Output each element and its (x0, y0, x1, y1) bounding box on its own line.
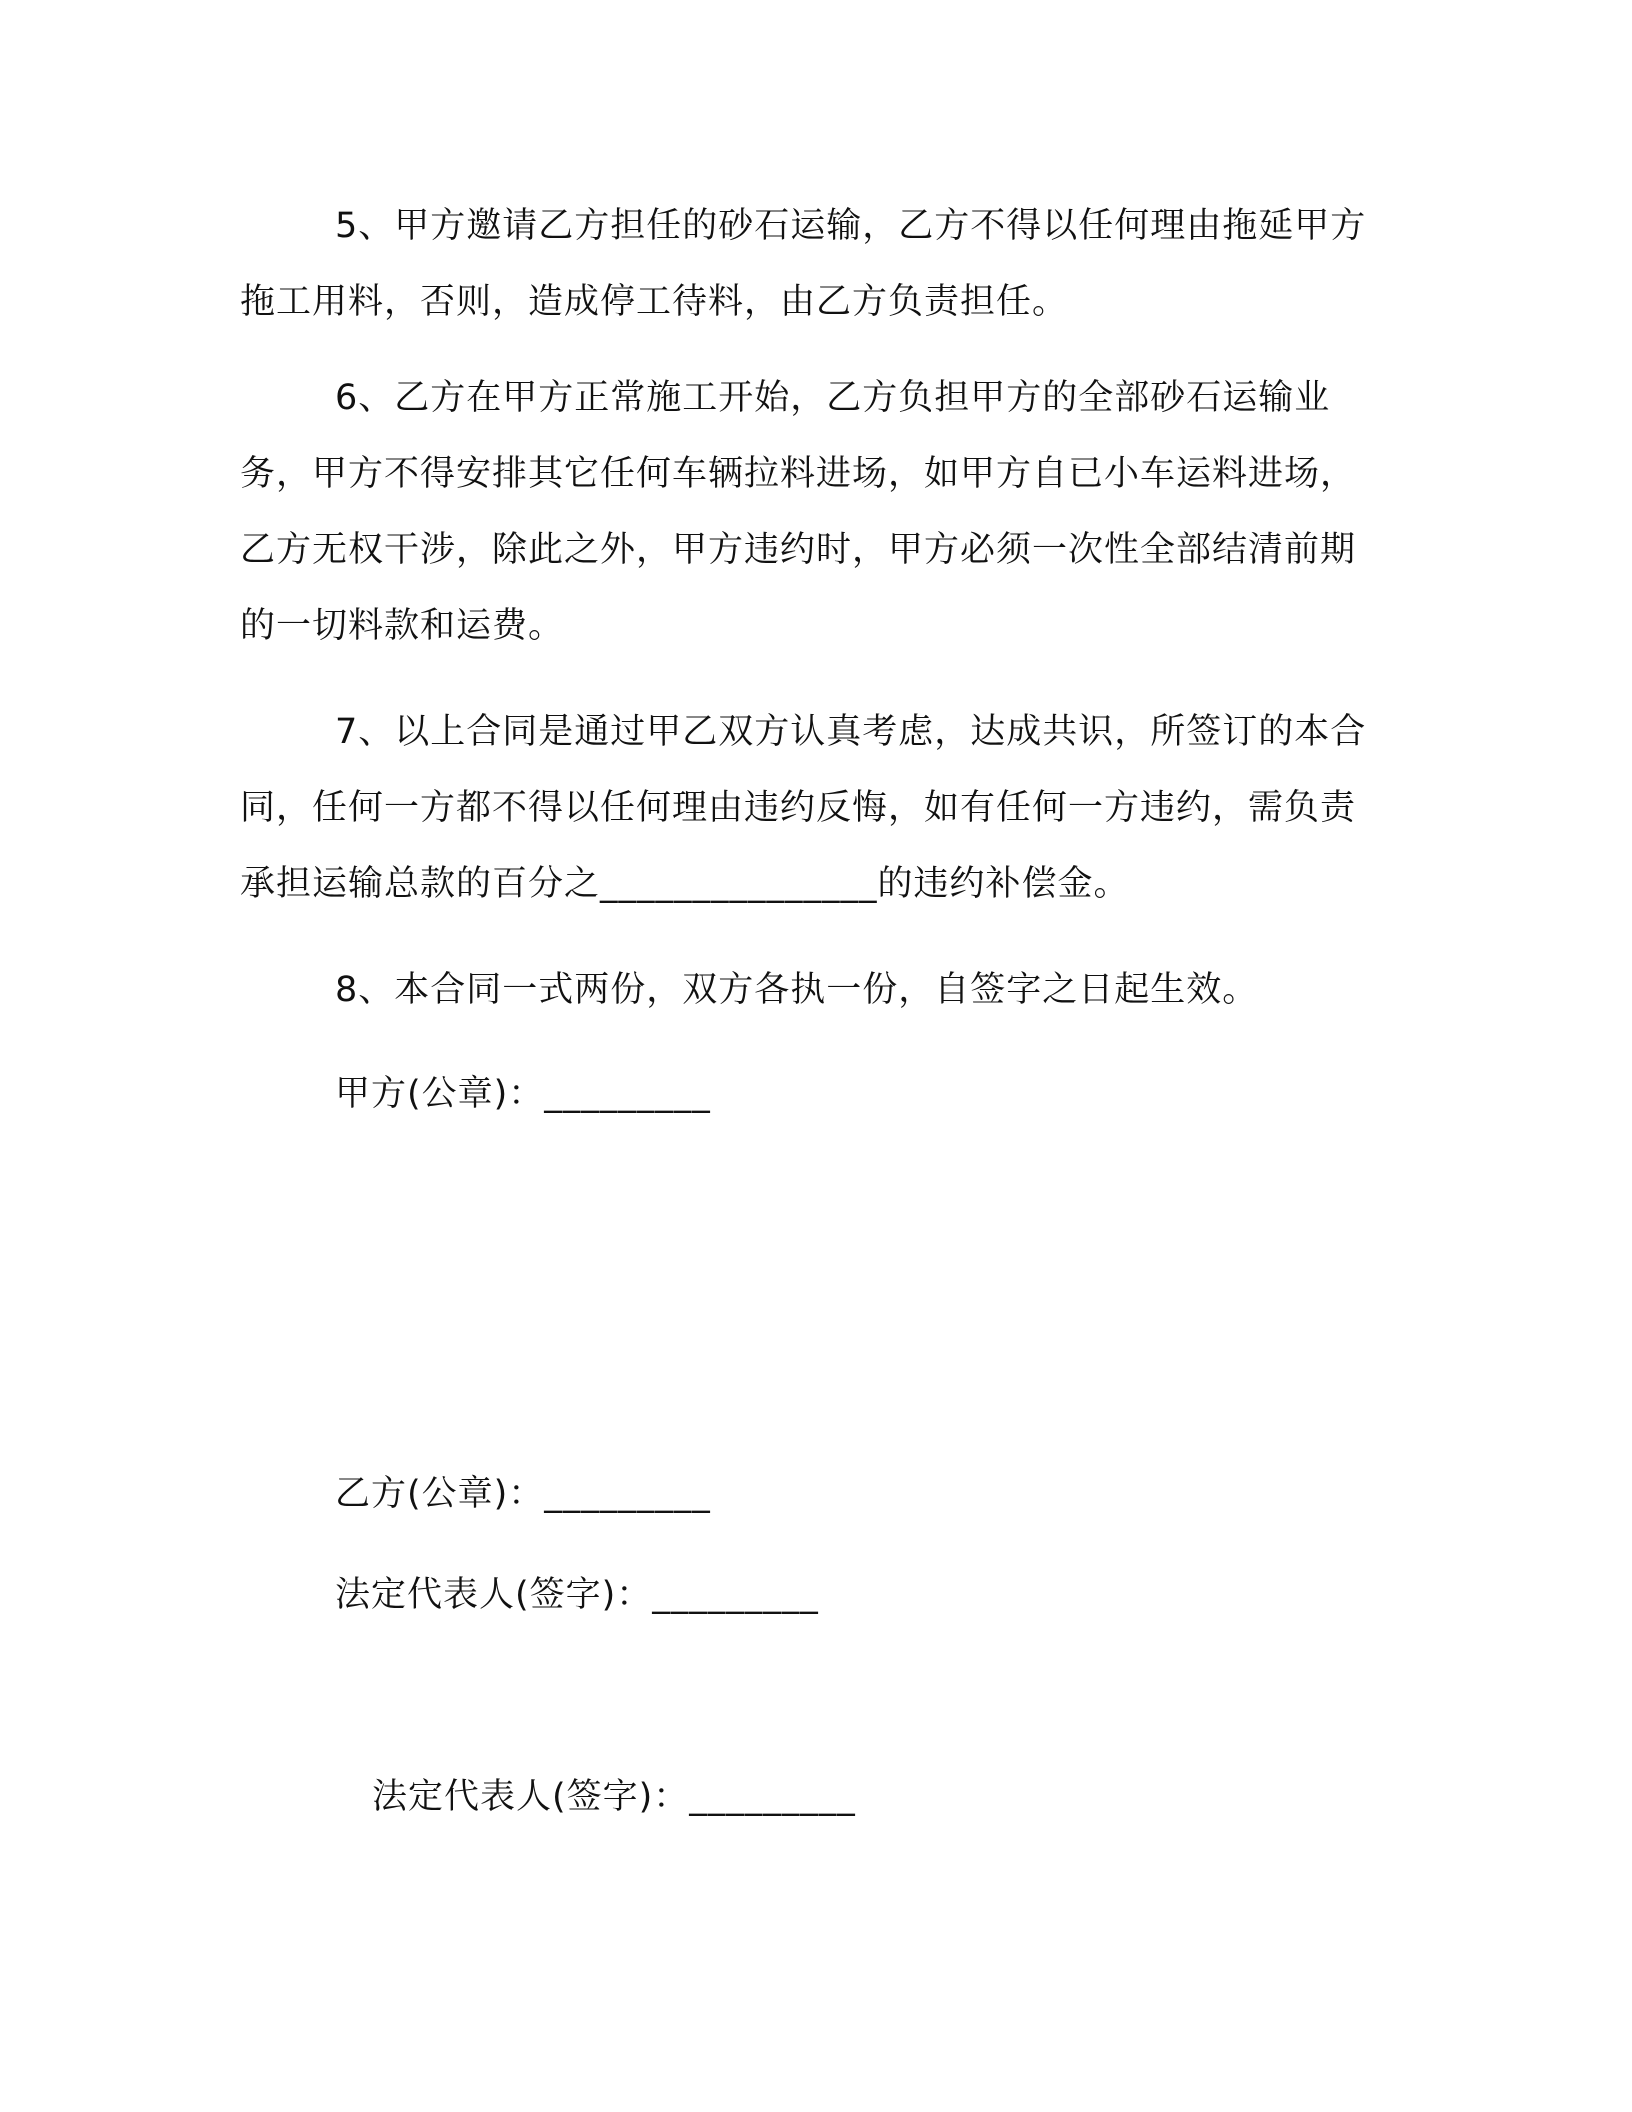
party-a-seal-line: 甲方(公章)：_________ (335, 1074, 711, 1114)
clause-7: 7、以上合同是通过甲乙双方认真考虑，达成共识，所签订的本合同，任何一方都不得以任何理由违约反悔，如有任何一方违约，需负责承担运输总款的百分之_______________的违约补偿金。 (240, 712, 1367, 904)
clause-6: 6、乙方在甲方正常施工开始，乙方负担甲方的全部砂石运输业务，甲方不得安排其它任何车辆拉料进场，如甲方自已小车运料进场，乙方无权干涉，除此之外，甲方违约时，甲方必须一次性全部结清前期的一切料款和运费。 (240, 378, 1357, 646)
legal-representative-signature-line-2: 法定代表人(签字)：_________ (372, 1777, 856, 1817)
party-b-seal-line: 乙方(公章)：_________ (335, 1474, 711, 1514)
clause-8: 8、本合同一式两份，双方各执一份，自签字之日起生效。 (335, 970, 1259, 1010)
legal-representative-signature-line: 法定代表人(签字)：_________ (335, 1575, 819, 1615)
clause-5: 5、甲方邀请乙方担任的砂石运输，乙方不得以任何理由拖延甲方拖工用料，否则，造成停工待料，由乙方负责担任。 (240, 206, 1367, 322)
